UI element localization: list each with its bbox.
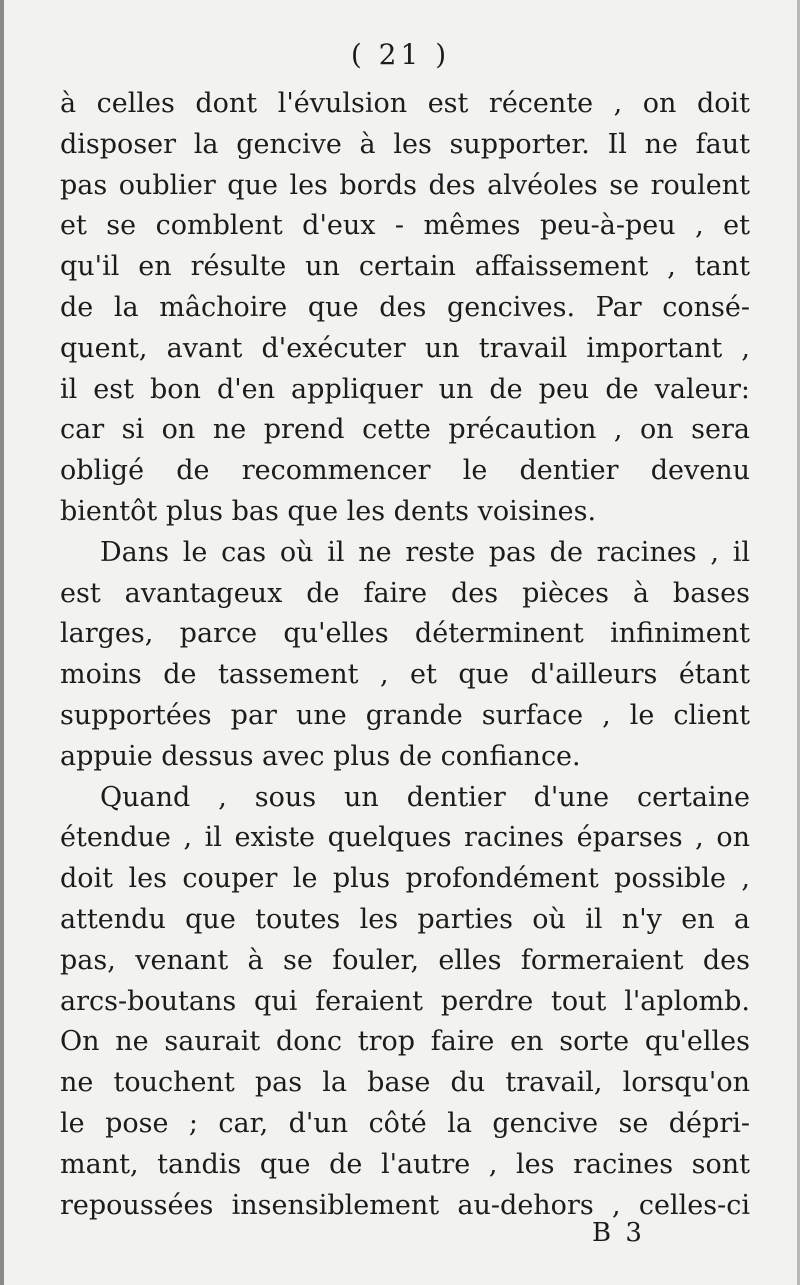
text-line: il est bon d'en appliquer un de peu de valeur: [60, 373, 750, 405]
text-line: de la mâchoire que des gencives. Par consé- [60, 291, 750, 323]
page-number: ( 21 ) [350, 38, 451, 71]
text-line: le pose ; car, d'un côté la gencive se dépri- [60, 1107, 750, 1139]
text-line: et se comblent d'eux - mêmes peu-à-peu , et [60, 210, 750, 242]
text-line: Dans le cas où il ne reste pas de racines , il [100, 536, 750, 568]
text-line: qu'il en résulte un certain affaissement , tant [60, 251, 750, 283]
text-line: moins de tassement , et que d'ailleurs étant [60, 659, 750, 691]
text-line: doit les couper le plus profondément possible , [60, 863, 750, 895]
text-line: pas, venant à se fouler, elles formeraient des [60, 944, 750, 976]
text-line: disposer la gencive à les supporter. Il ne faut [60, 128, 750, 160]
text-line: étendue , il existe quelques racines éparses , on [60, 822, 750, 854]
text-line: mant, tandis que de l'autre , les racines sont [60, 1148, 750, 1180]
text-line: pas oublier que les bords des alvéoles se roulent [60, 169, 750, 201]
text-line: bientôt plus bas que les dents voisines. [60, 495, 597, 527]
body-text [60, 84, 750, 1226]
text-line: arcs-boutans qui feraient perdre tout l'aplomb. [60, 985, 750, 1017]
text-line: appuie dessus avec plus de confiance. [60, 740, 581, 772]
text-line: Quand , sous un dentier d'une certaine [100, 781, 750, 813]
text-line: est avantageux de faire des pièces à bases [60, 577, 750, 609]
text-line: à celles dont l'évulsion est récente , on doit [60, 88, 750, 119]
text-line: quent, avant d'exécuter un travail important , [60, 332, 750, 364]
text-line: supportées par une grande surface , le client [60, 699, 750, 731]
text-line: repoussées insensiblement au-dehors , celles-ci [60, 1189, 750, 1221]
text-line: obligé de recommencer le dentier devenu [60, 455, 750, 487]
signature-mark: B 3 [592, 1218, 645, 1248]
text-line: ne touchent pas la base du travail, lorsqu'on [60, 1067, 750, 1099]
text-line: car si on ne prend cette précaution , on sera [60, 414, 750, 446]
text-line: On ne saurait donc trop faire en sorte qu'elles [60, 1026, 750, 1058]
text-line: attendu que toutes les parties où il n'y en a [60, 903, 750, 935]
text-line: larges, parce qu'elles déterminent infiniment [60, 618, 750, 650]
